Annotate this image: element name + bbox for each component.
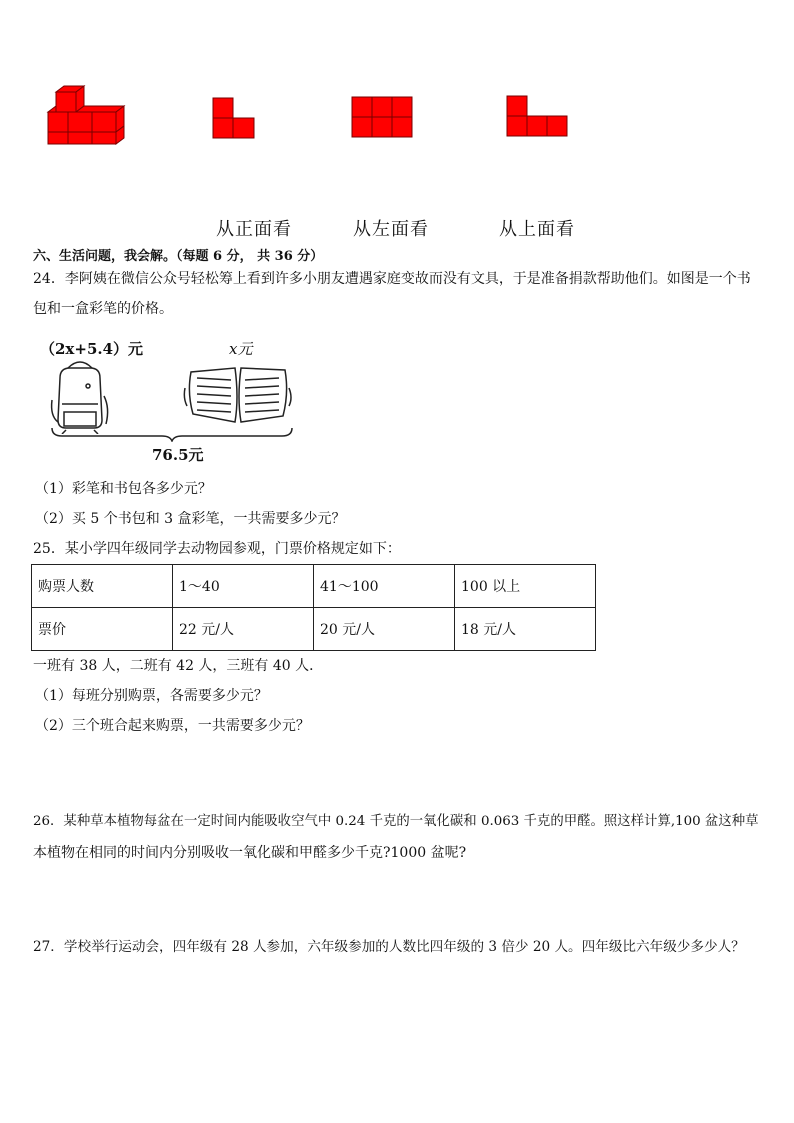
- color-pens-box-illustration: [183, 358, 293, 428]
- label-front-view: 从正面看: [216, 219, 292, 240]
- table-cell: 100 以上: [455, 565, 596, 608]
- q24-pen-price: x元: [229, 340, 253, 358]
- front-view-shape: [212, 97, 256, 139]
- q25-sub2: （2）三个班合起来购票，一共需要多少元？: [35, 718, 310, 734]
- total-brace: [50, 426, 294, 442]
- table-row: [32, 608, 596, 651]
- table-cell: 购票人数: [32, 565, 173, 608]
- q24-line2: 包和一盒彩笔的价格。: [33, 301, 173, 317]
- q24-bag-price: （2x+5.4）元: [40, 340, 144, 358]
- q25-classes: 一班有 38 人，二班有 42 人，三班有 40 人．: [33, 658, 324, 674]
- q24-line1: 24．李阿姨在微信公众号轻松筹上看到许多小朋友遭遇家庭变故而没有文具，于是准备捐款帮助他们。如图是一个书: [33, 271, 751, 287]
- backpack-illustration: [48, 356, 112, 434]
- table-row: [32, 565, 596, 608]
- label-top-view: 从上面看: [499, 219, 575, 240]
- table-cell: 20 元/人: [314, 608, 455, 651]
- table-cell: 22 元/人: [173, 608, 314, 651]
- q26-line2: 本植物在相同的时间内分别吸收一氧化碳和甲醛多少千克?1000 盆呢?: [33, 845, 467, 861]
- q27-line1: 27．学校举行运动会，四年级有 28 人参加，六年级参加的人数比四年级的 3 倍少 20 人。四年级比六年级少多少人？: [33, 939, 745, 955]
- label-left-view: 从左面看: [353, 219, 429, 240]
- q25-sub1: （1）每班分别购票，各需要多少元？: [35, 688, 268, 704]
- q26-line1: 26．某种草本植物每盆在一定时间内能吸收空气中 0.24 千克的一氧化碳和 0.063 千克的甲醛。照这样计算,100 盆这种草: [33, 814, 759, 829]
- table-cell: 1～40: [173, 565, 314, 608]
- left-view-shape: [351, 96, 413, 138]
- table-cell: 票价: [32, 608, 173, 651]
- top-view-shape: [506, 95, 568, 137]
- cube-solid-figure: [44, 84, 128, 146]
- q24-sub1: （1）彩笔和书包各多少元？: [35, 481, 212, 497]
- q24-sub2: （2）买 5 个书包和 3 盒彩笔，一共需要多少元？: [35, 511, 346, 527]
- q25-line1: 25．某小学四年级同学去动物园参观，门票价格规定如下：: [33, 541, 401, 557]
- table-cell: 41～100: [314, 565, 455, 608]
- ticket-price-table: [31, 564, 596, 651]
- table-cell: 18 元/人: [455, 608, 596, 651]
- section-title: 六、生活问题，我会解。（每题 6 分， 共 36 分）: [33, 249, 324, 264]
- q24-total: 76.5元: [152, 446, 204, 464]
